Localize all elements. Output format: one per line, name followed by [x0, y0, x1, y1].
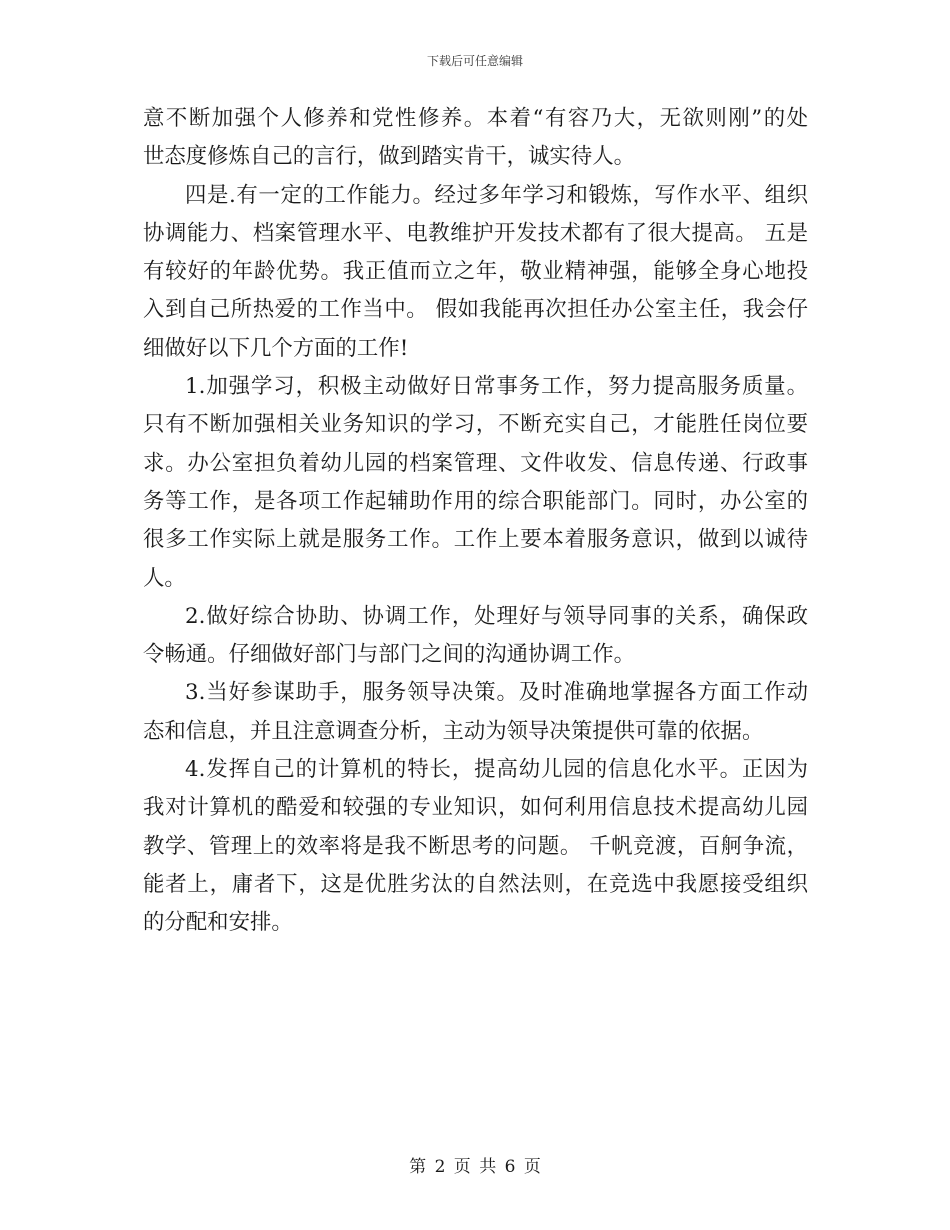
text-line: 能者上，庸者下，这是优胜劣汰的自然法则，在竞选中我愿接受组织	[143, 871, 808, 897]
page-header-note: 下载后可任意编辑	[426, 54, 523, 68]
text-line: 态和信息，并且注意调查分析，主动为领导决策提供可靠的依据。	[143, 718, 764, 744]
paragraph-start-line: 2.做好综合协助、协调工作，处理好与领导同事的关系，确保政	[185, 603, 808, 629]
text-line: 世态度修炼自己的言行，做到踏实肯干，诚实待人。	[143, 144, 635, 170]
text-line: 教学、管理上的效率将是我不断思考的问题。 千帆竞渡，百舸争流，	[143, 833, 808, 859]
text-line: 入到自己所热爱的工作当中。 假如我能再次担任办公室主任，我会仔	[143, 297, 808, 323]
text-line: 只有不断加强相关业务知识的学习，不断充实自己，才能胜任岗位要	[143, 412, 808, 438]
text-line: 令畅通。仔细做好部门与部门之间的沟通协调工作。	[143, 642, 635, 668]
text-line: 求。办公室担负着幼儿园的档案管理、文件收发、信息传递、行政事	[143, 450, 808, 476]
text-line: 协调能力、档案管理水平、电教维护开发技术都有了很大提高。 五是	[143, 220, 808, 246]
text-line: 务等工作，是各项工作起辅助作用的综合职能部门。同时，办公室的	[143, 488, 808, 514]
page-number-footer: 第 2 页 共 6 页	[409, 1157, 541, 1177]
paragraph-start-line: 3.当好参谋助手，服务领导决策。及时准确地掌握各方面工作动	[185, 680, 808, 706]
text-line: 我对计算机的酷爱和较强的专业知识，如何利用信息技术提高幼儿园	[143, 795, 808, 821]
text-line: 有较好的年龄优势。我正值而立之年，敬业精神强，能够全身心地投	[143, 259, 808, 285]
document-body	[143, 100, 808, 943]
paragraph-start-line: 4.发挥自己的计算机的特长，提高幼儿园的信息化水平。正因为	[185, 757, 808, 783]
text-line: 很多工作实际上就是服务工作。工作上要本着服务意识，做到以诚待	[143, 527, 808, 553]
paragraph-start-line: 1.加强学习，积极主动做好日常事务工作，努力提高服务质量。	[185, 374, 808, 400]
paragraph-start-line: 四是.有一定的工作能力。经过多年学习和锻炼，写作水平、组织	[185, 182, 808, 208]
text-line: 的分配和安排。	[143, 910, 293, 936]
text-line: 人。	[143, 565, 186, 591]
text-line: 细做好以下几个方面的工作!	[143, 335, 409, 361]
text-line: 意不断加强个人修养和党性修养。本着“有容乃大，无欲则刚”的处	[143, 106, 808, 131]
